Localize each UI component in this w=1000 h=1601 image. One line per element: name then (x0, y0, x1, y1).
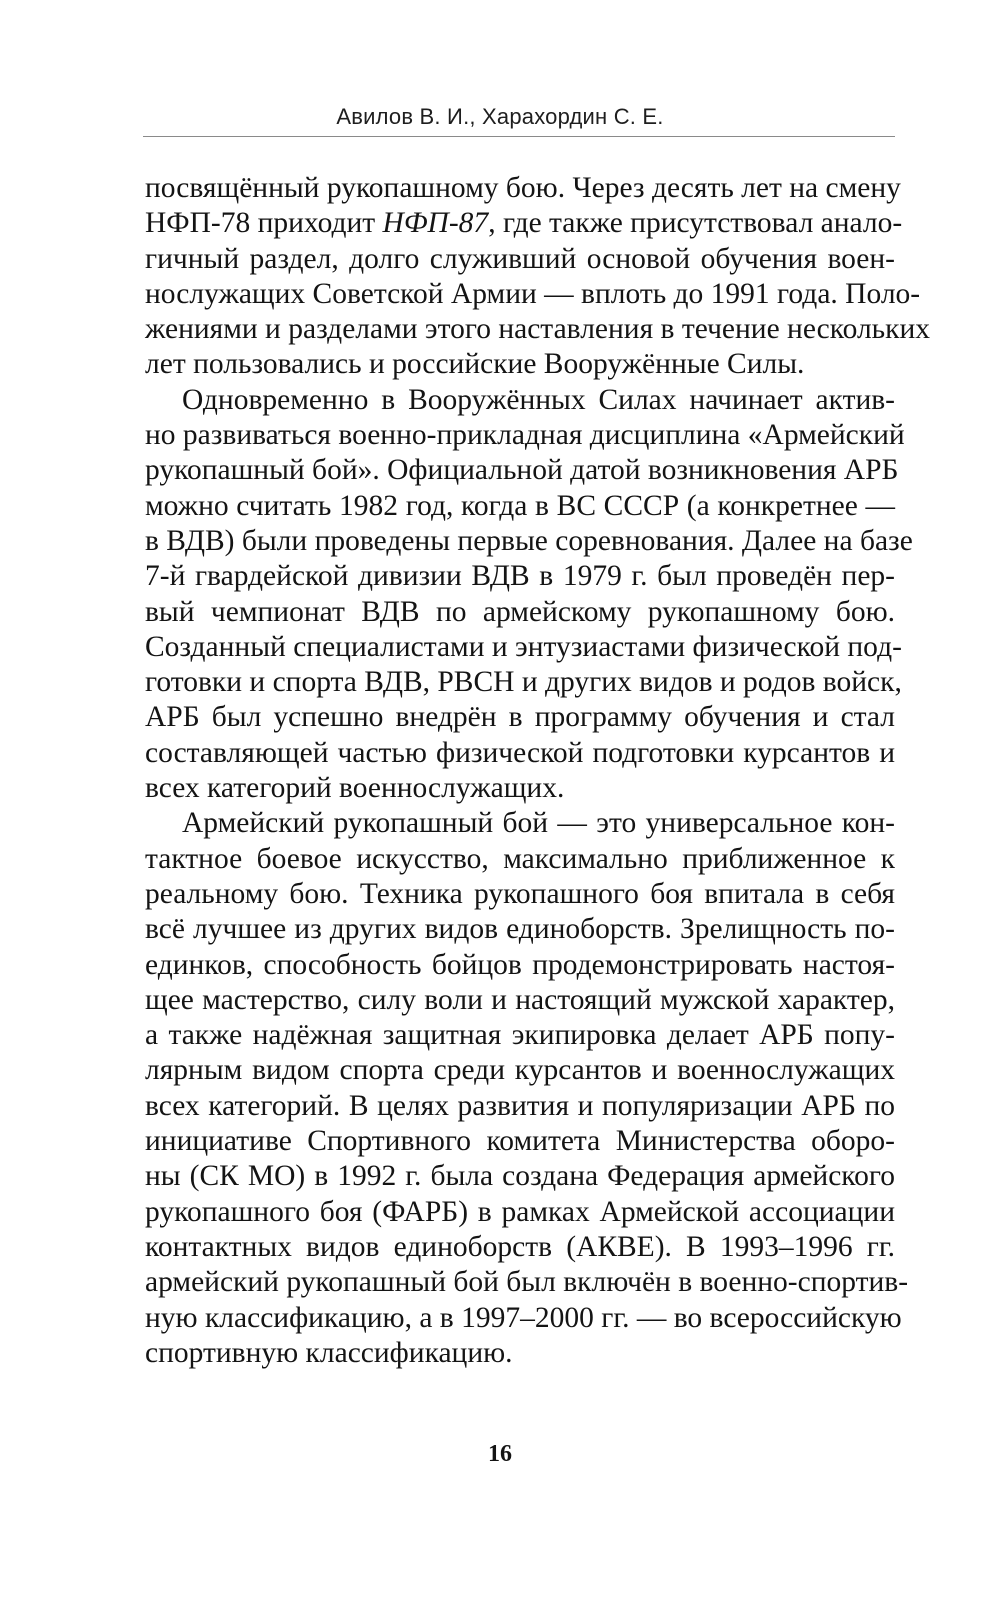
paragraph-2-line-4: можно считать 1982 год, когда в ВС СССР (а конкретнее — (145, 489, 895, 522)
paragraph-3-line-16: спортивную классификацию. (145, 1336, 513, 1369)
paragraph-1-line-2-rest: , где также присутствовал анало- (488, 207, 903, 240)
paragraph-2-line-12: всех категорий военнослужащих. (145, 772, 565, 805)
paragraph-1-line-6: лет пользовались и российские Вооружённые Силы. (145, 348, 805, 381)
paragraph-2-line-8: Созданный специалистами и энтузиастами физической под- (145, 630, 902, 663)
paragraph-3-line-11: ны (СК МО) в 1992 г. была создана Федерация армейского (145, 1160, 895, 1193)
paragraph-3-line-1: Армейский рукопашный бой — это универсальное кон- (182, 807, 895, 840)
paragraph-1-line-4: нослужащих Советской Армии — вплоть до 1991 года. Поло- (145, 277, 921, 310)
paragraph-2-line-6: 7-й гвардейской дивизии ВДВ в 1979 г. был проведён пер- (145, 560, 895, 593)
paragraph-2-line-3: рукопашный бой». Официальной датой возникновения АРБ (145, 454, 899, 487)
paragraph-3-line-14: армейский рукопашный бой был включён в военно-спортив- (145, 1266, 909, 1299)
page-number: 16 (488, 1441, 512, 1467)
paragraph-3-line-9: всех категорий. В целях развития и популяризации АРБ по (145, 1089, 895, 1122)
paragraph-2-line-11: составляющей частью физической подготовки курсантов и (145, 736, 895, 769)
paragraph-3-line-4: всё лучшее из других видов единоборств. Зрелищность по- (145, 913, 895, 946)
paragraph-2-line-1: Одновременно в Вооружённых Силах начинает актив- (182, 383, 895, 416)
paragraph-2-line-2: но развиваться военно-прикладная дисциплина «Армейский (145, 419, 905, 452)
paragraph-2-line-10: АРБ был успешно внедрён в программу обучения и стал (145, 701, 895, 734)
paragraph-3-line-2: тактное боевое искусство, максимально приближенное к (145, 842, 895, 875)
paragraph-3-line-10: инициативе Спортивного комитета Министерства оборо- (145, 1125, 895, 1158)
paragraph-1-line-3: гичный раздел, долго служивший основой обучения воен- (145, 242, 895, 275)
paragraph-2-line-7: вый чемпионат ВДВ по армейскому рукопашному бою. (145, 595, 895, 628)
header-rule (143, 136, 895, 137)
paragraph-3-line-13: контактных видов единоборств (АКВЕ). В 1993–1996 гг. (145, 1230, 895, 1263)
paragraph-3-line-6: щее мастерство, силу воли и настоящий мужской характер, (145, 983, 895, 1016)
paragraph-1-line-2 (145, 206, 903, 241)
paragraph-3-line-15: ную классификацию, а в 1997–2000 гг. — во всероссийскую (145, 1301, 902, 1334)
running-header: Авилов В. И., Харахордин С. Е. (336, 104, 664, 129)
nfp-87-italic: НФП-87 (382, 207, 489, 240)
paragraph-2-line-9: готовки и спорта ВДВ, РВСН и других видов и родов войск, (145, 666, 902, 699)
paragraph-3-line-5: единков, способность бойцов продемонстрировать настоя- (145, 948, 895, 981)
paragraph-3-line-3: реальному бою. Техника рукопашного боя впитала в себя (145, 877, 895, 910)
paragraph-1-line-5: жениями и разделами этого наставления в течение нескольких (145, 313, 931, 346)
paragraph-2-line-5: в ВДВ) были проведены первые соревнования. Далее на базе (145, 524, 913, 557)
paragraph-3-line-12: рукопашного боя (ФАРБ) в рамках Армейской ассоциации (145, 1195, 895, 1228)
paragraph-3-line-8: лярным видом спорта среди курсантов и военнослужащих (145, 1054, 895, 1087)
paragraph-3-line-7: а также надёжная защитная экипировка делает АРБ попу- (145, 1019, 895, 1052)
paragraph-1-line-1: посвящённый рукопашному бою. Через десять лет на смену (145, 172, 901, 204)
paragraph-1-line-2-text: НФП-78 приходит (145, 207, 376, 240)
body-text (145, 171, 931, 1371)
